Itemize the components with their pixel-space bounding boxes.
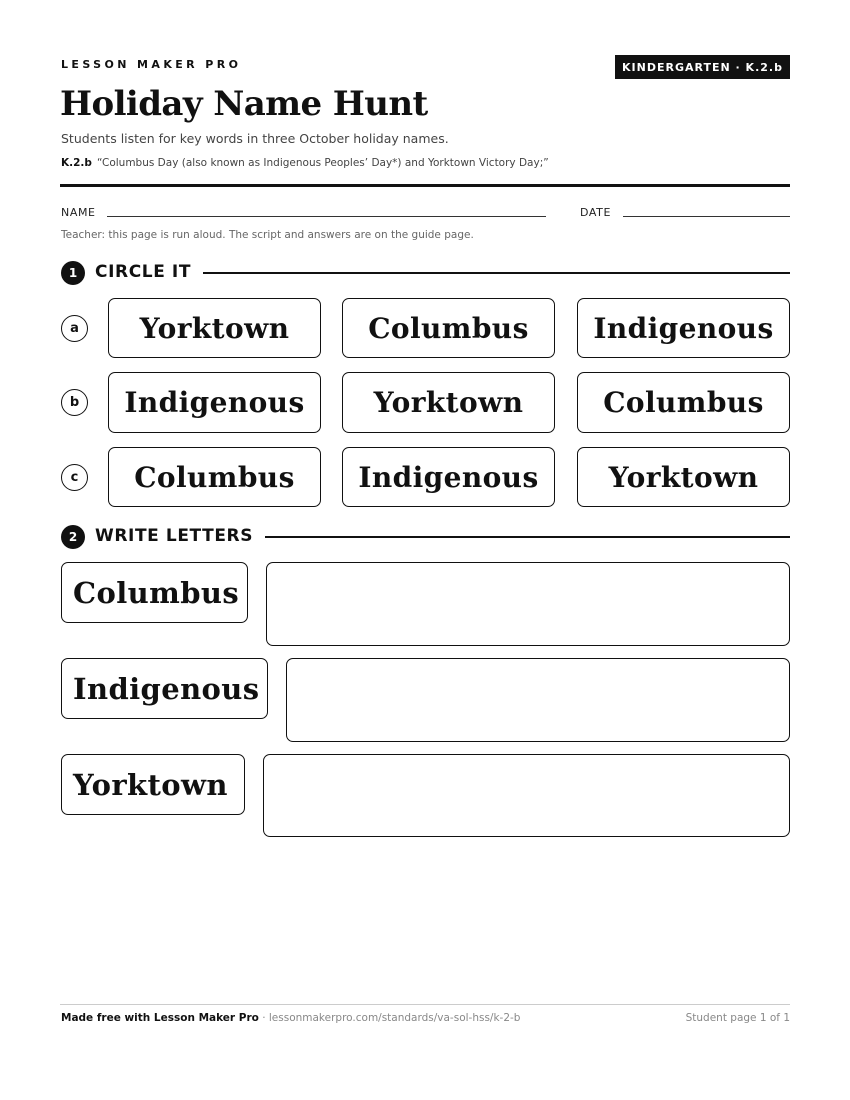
page-title: Holiday Name Hunt [60, 84, 428, 124]
footer-credit [61, 1012, 520, 1024]
footer-made-with: Made free with Lesson Maker Pro [61, 1012, 259, 1024]
word-card[interactable]: Columbus [342, 298, 555, 358]
section-2-rule [265, 536, 790, 538]
date-label: DATE [580, 206, 612, 219]
footer-divider [60, 1004, 790, 1005]
footer-page-number: Student page 1 of 1 [685, 1012, 790, 1024]
write-box[interactable] [266, 562, 790, 646]
name-field[interactable] [107, 216, 546, 217]
word-card[interactable]: Yorktown [108, 298, 321, 358]
write-word: Indigenous [61, 658, 268, 719]
section-2-number: 2 [61, 525, 85, 549]
write-word: Columbus [61, 562, 248, 623]
brand-name: LESSON MAKER PRO [61, 58, 242, 71]
write-box[interactable] [286, 658, 790, 742]
section-1-rule [203, 272, 790, 274]
grade-badge: KINDERGARTEN · K.2.b [615, 55, 790, 79]
word-card[interactable]: Columbus [108, 447, 321, 507]
teacher-note: Teacher: this page is run aloud. The script and answers are on the guide page. [61, 229, 474, 241]
write-word: Yorktown [61, 754, 245, 815]
word-card[interactable]: Yorktown [342, 372, 555, 433]
word-card[interactable]: Indigenous [108, 372, 321, 433]
footer-url[interactable]: · lessonmakerpro.com/standards/va-sol-hss/k-2-b [258, 1012, 521, 1024]
standard-line [61, 157, 549, 169]
write-box[interactable] [263, 754, 790, 837]
word-card[interactable]: Columbus [577, 372, 790, 433]
page-subtitle: Students listen for key words in three October holiday names. [61, 131, 449, 146]
row-letter-b: b [61, 389, 88, 416]
word-card[interactable]: Indigenous [577, 298, 790, 358]
row-letter-c: c [61, 464, 88, 491]
header-divider [60, 184, 790, 187]
section-1-title: CIRCLE IT [95, 262, 192, 282]
standard-text: “Columbus Day (also known as Indigenous Peoples’ Day*) and Yorktown Victory Day;” [96, 157, 549, 169]
section-1-number: 1 [61, 261, 85, 285]
name-label: NAME [61, 206, 96, 219]
section-2-title: WRITE LETTERS [95, 526, 254, 546]
row-letter-a: a [61, 315, 88, 342]
word-card[interactable]: Yorktown [577, 447, 790, 507]
word-card[interactable]: Indigenous [342, 447, 555, 507]
date-field[interactable] [623, 216, 790, 217]
standard-code: K.2.b [61, 157, 92, 169]
